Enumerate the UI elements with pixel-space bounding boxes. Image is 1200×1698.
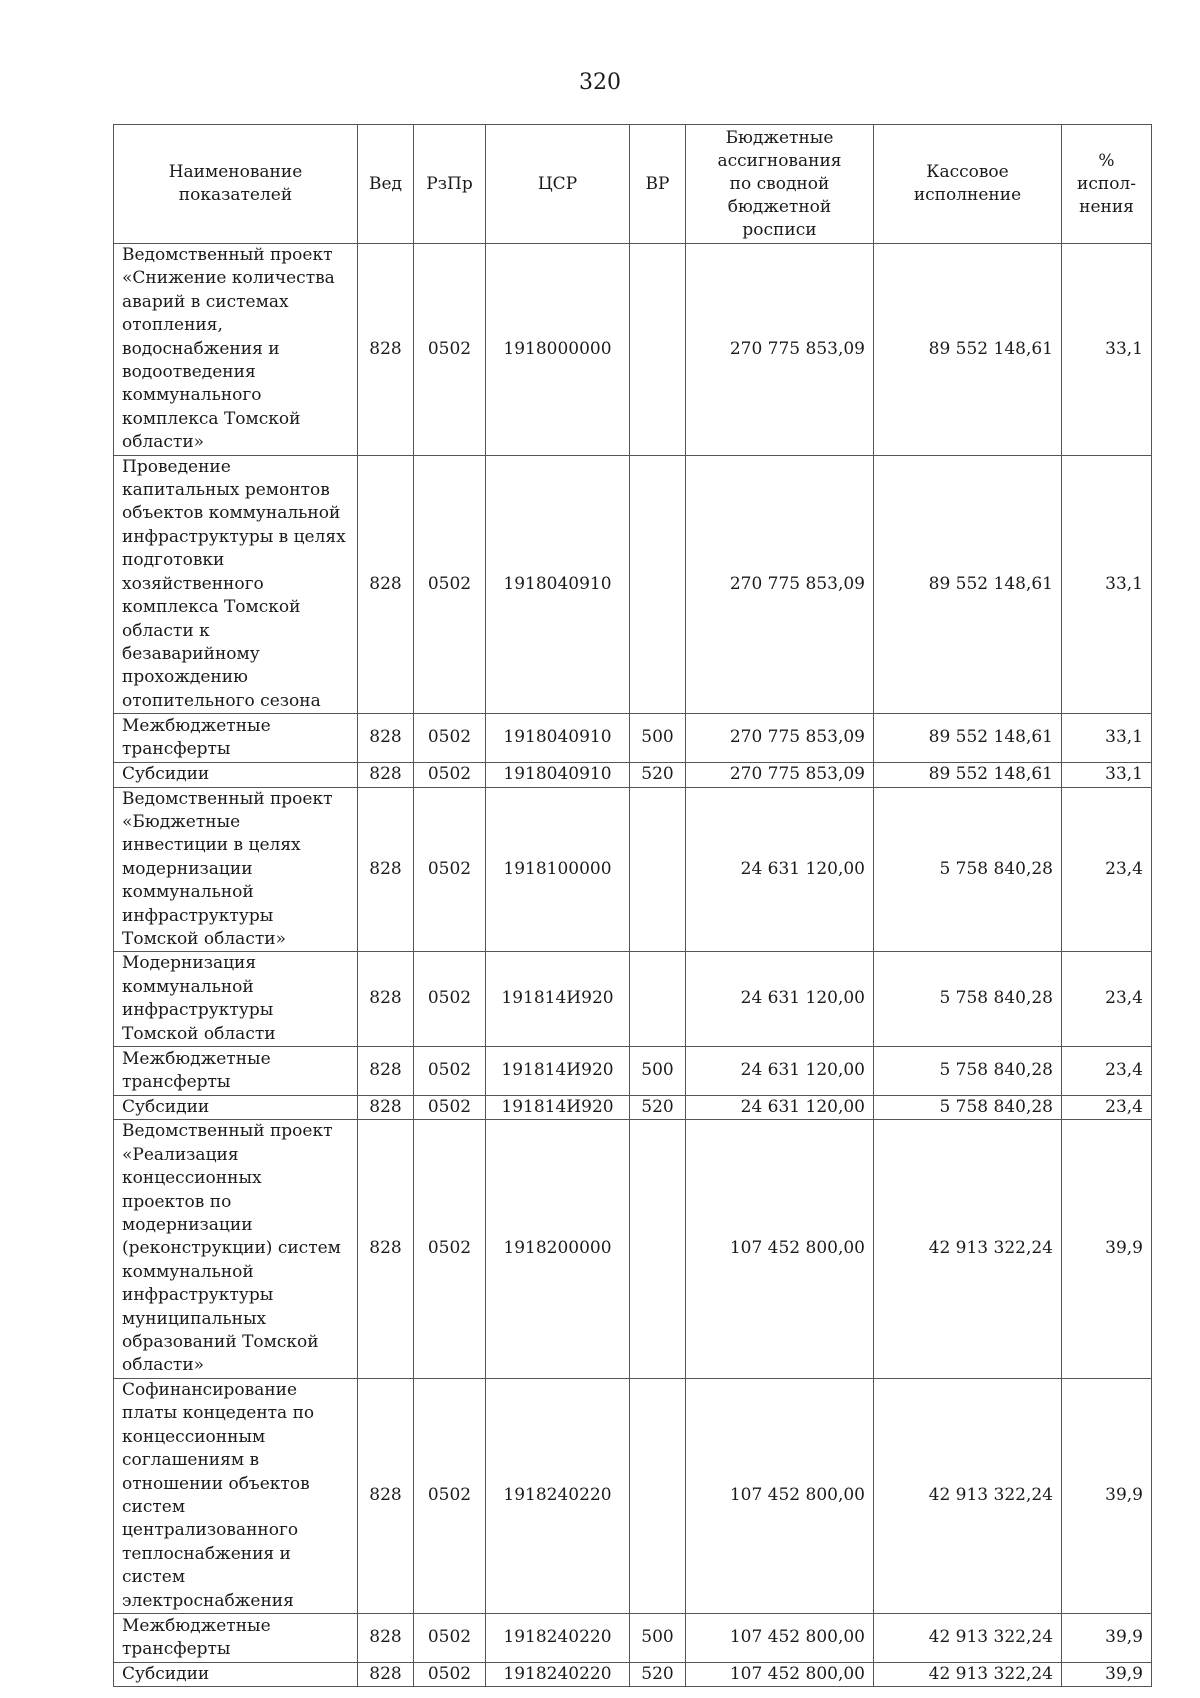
cell-pct: 23,4	[1062, 787, 1152, 952]
cell-name: Межбюджетные трансферты	[114, 1047, 358, 1096]
cell-pct: 39,9	[1062, 1662, 1152, 1686]
cell-csr: 1918240220	[486, 1662, 630, 1686]
cell-vr	[630, 1378, 686, 1613]
cell-kass: 89 552 148,61	[874, 244, 1062, 456]
table-row	[114, 1613, 1152, 1662]
table-row	[114, 455, 1152, 713]
cell-rzpr: 0502	[414, 1662, 486, 1686]
page-number: 320	[579, 70, 621, 95]
cell-csr: 1918100000	[486, 787, 630, 952]
cell-assign: 107 452 800,00	[686, 1662, 874, 1686]
cell-csr: 1918240220	[486, 1613, 630, 1662]
table-row	[114, 1120, 1152, 1378]
cell-kass: 89 552 148,61	[874, 763, 1062, 787]
table-header	[114, 125, 1152, 244]
cell-csr: 1918040910	[486, 714, 630, 763]
cell-kass: 42 913 322,24	[874, 1613, 1062, 1662]
cell-ved: 828	[358, 1096, 414, 1120]
cell-ved: 828	[358, 787, 414, 952]
cell-ved: 828	[358, 1378, 414, 1613]
table-row	[114, 787, 1152, 952]
cell-ved: 828	[358, 952, 414, 1047]
cell-vr	[630, 455, 686, 713]
cell-assign: 24 631 120,00	[686, 787, 874, 952]
cell-name: Ведомственный проект «Реализация концессионных проектов по модернизации (реконструкции) систем коммунальной инфраструктуры муниципальных образований Томской области»	[114, 1120, 358, 1378]
cell-rzpr: 0502	[414, 787, 486, 952]
cell-kass: 42 913 322,24	[874, 1120, 1062, 1378]
cell-ved: 828	[358, 714, 414, 763]
cell-rzpr: 0502	[414, 455, 486, 713]
cell-rzpr: 0502	[414, 1120, 486, 1378]
header-assign: Бюджетные ассигнования по сводной бюджетной росписи	[686, 125, 874, 244]
budget-table	[113, 124, 1152, 1687]
cell-vr	[630, 244, 686, 456]
cell-pct: 39,9	[1062, 1613, 1152, 1662]
cell-ved: 828	[358, 763, 414, 787]
cell-rzpr: 0502	[414, 763, 486, 787]
cell-pct: 23,4	[1062, 1096, 1152, 1120]
cell-kass: 5 758 840,28	[874, 787, 1062, 952]
cell-kass: 5 758 840,28	[874, 952, 1062, 1047]
cell-csr: 1918040910	[486, 763, 630, 787]
cell-csr: 1918000000	[486, 244, 630, 456]
cell-name: Субсидии	[114, 1096, 358, 1120]
cell-pct: 23,4	[1062, 952, 1152, 1047]
cell-pct: 33,1	[1062, 763, 1152, 787]
cell-vr	[630, 1120, 686, 1378]
header-pct: % испол-нения	[1062, 125, 1152, 244]
table-row	[114, 1378, 1152, 1613]
cell-vr: 500	[630, 714, 686, 763]
cell-pct: 33,1	[1062, 455, 1152, 713]
table-row	[114, 952, 1152, 1047]
cell-assign: 24 631 120,00	[686, 952, 874, 1047]
cell-kass: 89 552 148,61	[874, 455, 1062, 713]
header-vr: ВР	[630, 125, 686, 244]
cell-vr: 520	[630, 1662, 686, 1686]
cell-name: Субсидии	[114, 763, 358, 787]
cell-csr: 191814И920	[486, 1047, 630, 1096]
cell-vr: 500	[630, 1047, 686, 1096]
cell-ved: 828	[358, 244, 414, 456]
cell-name: Модернизация коммунальной инфраструктуры Томской области	[114, 952, 358, 1047]
table-row	[114, 244, 1152, 456]
table-row	[114, 714, 1152, 763]
cell-kass: 89 552 148,61	[874, 714, 1062, 763]
cell-name: Межбюджетные трансферты	[114, 714, 358, 763]
cell-rzpr: 0502	[414, 714, 486, 763]
cell-kass: 5 758 840,28	[874, 1047, 1062, 1096]
header-csr: ЦСР	[486, 125, 630, 244]
cell-assign: 270 775 853,09	[686, 714, 874, 763]
cell-name: Софинансирование платы концедента по концессионным соглашениям в отношении объектов систем централизованного теплоснабжения и систем электроснабжения	[114, 1378, 358, 1613]
cell-ved: 828	[358, 455, 414, 713]
cell-pct: 39,9	[1062, 1378, 1152, 1613]
cell-rzpr: 0502	[414, 244, 486, 456]
cell-pct: 23,4	[1062, 1047, 1152, 1096]
cell-vr: 520	[630, 763, 686, 787]
cell-kass: 5 758 840,28	[874, 1096, 1062, 1120]
cell-assign: 107 452 800,00	[686, 1378, 874, 1613]
table-row	[114, 763, 1152, 787]
header-name: Наименование показателей	[114, 125, 358, 244]
cell-ved: 828	[358, 1047, 414, 1096]
cell-vr: 500	[630, 1613, 686, 1662]
cell-kass: 42 913 322,24	[874, 1378, 1062, 1613]
cell-ved: 828	[358, 1120, 414, 1378]
cell-ved: 828	[358, 1613, 414, 1662]
cell-assign: 107 452 800,00	[686, 1613, 874, 1662]
cell-name: Ведомственный проект «Бюджетные инвестиции в целях модернизации коммунальной инфраструктуры Томской области»	[114, 787, 358, 952]
table-row	[114, 1096, 1152, 1120]
cell-rzpr: 0502	[414, 1047, 486, 1096]
header-ved: Вед	[358, 125, 414, 244]
cell-pct: 39,9	[1062, 1120, 1152, 1378]
cell-csr: 1918240220	[486, 1378, 630, 1613]
cell-rzpr: 0502	[414, 1613, 486, 1662]
cell-pct: 33,1	[1062, 714, 1152, 763]
header-kass: Кассовое исполнение	[874, 125, 1062, 244]
cell-assign: 270 775 853,09	[686, 455, 874, 713]
header-rzpr: РзПр	[414, 125, 486, 244]
cell-csr: 191814И920	[486, 952, 630, 1047]
cell-kass: 42 913 322,24	[874, 1662, 1062, 1686]
cell-name: Субсидии	[114, 1662, 358, 1686]
cell-pct: 33,1	[1062, 244, 1152, 456]
cell-rzpr: 0502	[414, 1378, 486, 1613]
cell-name: Проведение капитальных ремонтов объектов коммунальной инфраструктуры в целях подготовки хозяйственного комплекса Томской области к безаварийному прохождению отопительного сезона	[114, 455, 358, 713]
cell-csr: 1918040910	[486, 455, 630, 713]
cell-rzpr: 0502	[414, 1096, 486, 1120]
cell-vr	[630, 787, 686, 952]
cell-name: Межбюджетные трансферты	[114, 1613, 358, 1662]
cell-csr: 191814И920	[486, 1096, 630, 1120]
cell-name: Ведомственный проект «Снижение количества аварий в системах отопления, водоснабжения и водоотведения коммунального комплекса Томской области»	[114, 244, 358, 456]
table-row	[114, 1047, 1152, 1096]
cell-assign: 270 775 853,09	[686, 244, 874, 456]
cell-assign: 24 631 120,00	[686, 1096, 874, 1120]
cell-rzpr: 0502	[414, 952, 486, 1047]
cell-assign: 107 452 800,00	[686, 1120, 874, 1378]
cell-vr	[630, 952, 686, 1047]
cell-ved: 828	[358, 1662, 414, 1686]
cell-vr: 520	[630, 1096, 686, 1120]
table-body	[114, 244, 1152, 1687]
cell-csr: 1918200000	[486, 1120, 630, 1378]
cell-assign: 270 775 853,09	[686, 763, 874, 787]
table-row	[114, 1662, 1152, 1686]
cell-assign: 24 631 120,00	[686, 1047, 874, 1096]
